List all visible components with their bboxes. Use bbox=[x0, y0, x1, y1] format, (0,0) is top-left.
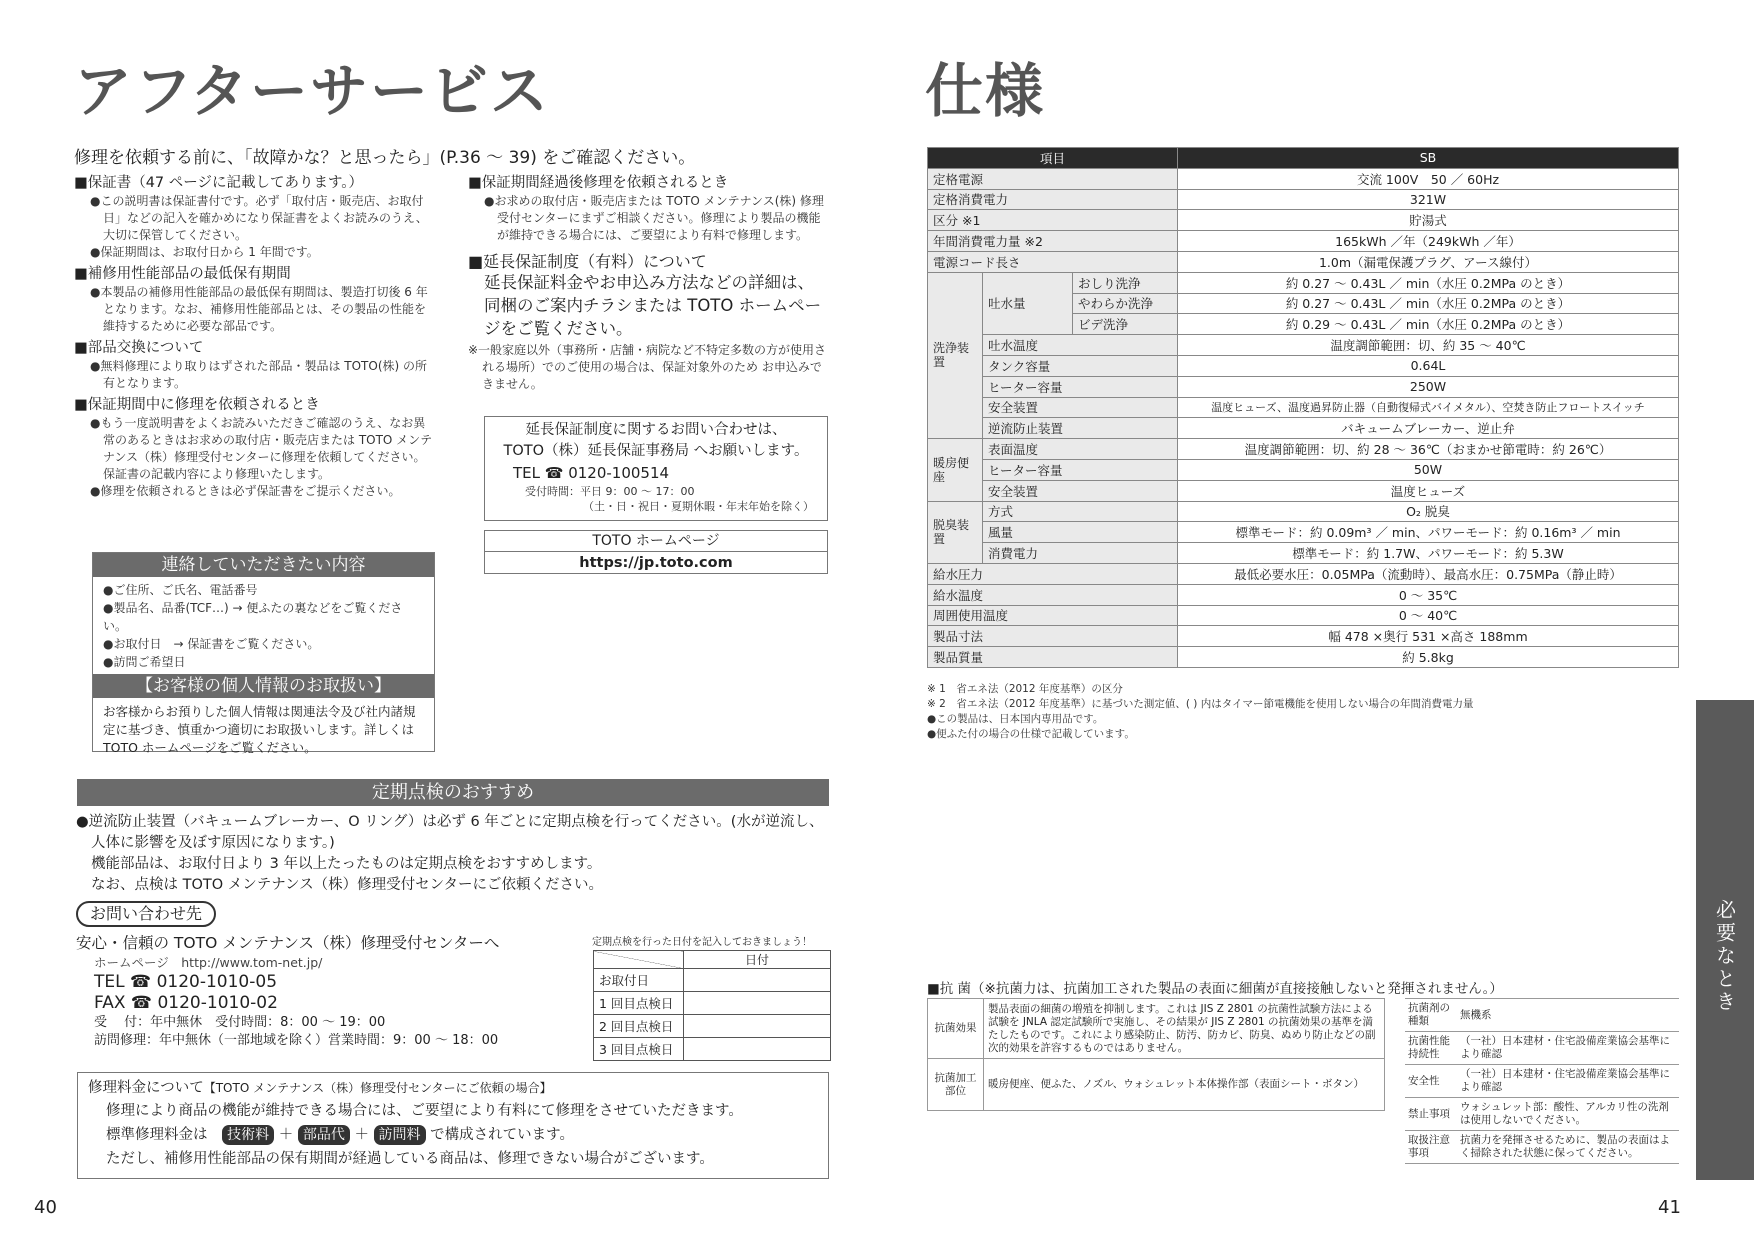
check-date-field[interactable] bbox=[684, 969, 831, 992]
contact-item: ●訪問ご希望日 bbox=[103, 655, 186, 669]
page-title-spec: 仕様 bbox=[925, 57, 1046, 125]
spec-value: 標準モード：約 1.7W、パワーモード：約 5.3W bbox=[1178, 543, 1679, 564]
extended-warranty-text: 延長保証料金やお申込み方法などの詳細は、同梱のご案内チラシまたは TOTO ホームページをご覧ください。 bbox=[484, 273, 822, 338]
anti-label: 安全性 bbox=[1405, 1065, 1457, 1098]
page-title-after-service: アフターサービス bbox=[74, 57, 550, 125]
inquiry-homepage[interactable]: ホームページ http://www.tom-net.jp/ bbox=[94, 955, 323, 970]
check-row-label: お取付日 bbox=[594, 969, 684, 992]
inspection-line-4: なお、点検は TOTO メンテナンス（株）修理受付センターにご依頼ください。 bbox=[91, 877, 604, 893]
spec-label: 風量 bbox=[983, 522, 1178, 543]
check-row-label: 2 回目点検日 bbox=[594, 1015, 684, 1038]
spec-value: 交流 100V 50 ／ 60Hz bbox=[1178, 168, 1679, 189]
privacy-text: お客様からお預りした個人情報は関連法令及び社内諸規定に基づき、慎重かつ適切にお取扱いします。詳しくは TOTO ホームページをご覧ください。 bbox=[103, 704, 416, 755]
section-side-tab[interactable] bbox=[1696, 700, 1754, 1180]
inquiry-fax: FAX ☎ 0120-1010-02 bbox=[94, 993, 278, 1013]
check-table-corner bbox=[594, 951, 684, 969]
spec-value: バキュームブレーカー、逆止弁 bbox=[1178, 418, 1679, 439]
anti-value: 無機系 bbox=[1457, 999, 1679, 1032]
spec-note: ●便ふた付の場合の仕様で記載しています。 bbox=[927, 728, 1135, 740]
extended-warranty-heading: ■延長保証制度（有料）について bbox=[468, 252, 707, 271]
in-warranty-bullet-2: ●修理を依頼されるときは必ず保証書をご提示ください。 bbox=[90, 484, 401, 498]
spec-value: 0.64L bbox=[1178, 355, 1679, 376]
anti-value: 暖房便座、便ふた、ノズル、ウォシュレット本体操作部（表面シート・ボタン） bbox=[984, 1059, 1385, 1111]
contact-item: ●お取付日 → 保証書をご覧ください。 bbox=[103, 637, 320, 651]
spec-label: 定格消費電力 bbox=[928, 189, 1178, 210]
inquiry-center: 安心・信頼の TOTO メンテナンス（株）修理受付センターへ bbox=[76, 934, 500, 952]
spec-label: 定格電源 bbox=[928, 168, 1178, 189]
hp-url-link[interactable]: https://jp.toto.com bbox=[579, 555, 733, 571]
spec-note: ※ 1 省エネ法（2012 年度基準）の区分 bbox=[927, 683, 1123, 695]
ext-tel: TEL ☎ 0120-100514 bbox=[513, 464, 670, 482]
ext-box-line2: TOTO（株）延長保証事務局 へお願いします。 bbox=[503, 443, 809, 459]
check-row-label: 3 回目点検日 bbox=[594, 1038, 684, 1061]
warranty-bullet-2: ●保証期間は、お取付日から 1 年間です。 bbox=[90, 245, 319, 259]
inquiry-tel: TEL ☎ 0120-1010-05 bbox=[94, 972, 278, 992]
spec-label: おしり洗浄 bbox=[1073, 272, 1178, 293]
spec-label: 電源コード長さ bbox=[928, 251, 1178, 272]
antibacterial-detail-table bbox=[1405, 998, 1679, 1164]
fee-pill-parts: 部品代 bbox=[298, 1125, 350, 1145]
fee-plus: ＋ bbox=[278, 1127, 294, 1143]
anti-label: 抗菌加工部位 bbox=[928, 1059, 984, 1111]
side-tab-label: 必要なとき bbox=[1712, 898, 1737, 1014]
spec-label: 表面温度 bbox=[983, 439, 1178, 460]
inquiry-section bbox=[76, 932, 576, 1050]
spec-value: 約 5.8kg bbox=[1178, 647, 1679, 668]
anti-label: 抗菌性能持続性 bbox=[1405, 1032, 1457, 1065]
contact-item: ●製品名、品番(TCF…) → 便ふたの裏などをご覧ください。 bbox=[103, 601, 403, 633]
inquiry-label: お問い合わせ先 bbox=[76, 901, 216, 927]
warranty-bullet-1: ●この説明書は保証書付です。必ず「取付店・販売店、お取付日」などの記入を確かめになり保証書をよくお読みのうえ、大切に保管してください。 bbox=[90, 194, 428, 242]
check-date-field[interactable] bbox=[684, 1038, 831, 1061]
spec-value: 50W bbox=[1178, 459, 1679, 480]
extended-warranty-contact-box bbox=[484, 416, 828, 521]
spec-value: 温度調節範囲：切、約 35 ～ 40℃ bbox=[1178, 335, 1679, 356]
fee-pill-tech: 技術料 bbox=[222, 1125, 274, 1145]
spec-value: 最低必要水圧：0.05MPa（流動時）、最高水圧：0.75MPa（静止時） bbox=[1178, 563, 1679, 584]
spec-label: タンク容量 bbox=[983, 355, 1178, 376]
spec-label: 区分 ※1 bbox=[928, 210, 1178, 231]
spec-note: ※ 2 省エネ法（2012 年度基準）に基づいた測定値、( ) 内はタイマー節電機能を使用しない場合の年間消費電力量 bbox=[927, 698, 1474, 710]
fee-line2-pre: 標準修理料金は bbox=[106, 1127, 208, 1143]
spec-label: 製品寸法 bbox=[928, 626, 1178, 647]
contact-box-header: 連絡していただきたい内容 bbox=[93, 553, 434, 577]
fee-pill-visit: 訪問料 bbox=[374, 1125, 426, 1145]
after-warranty-heading: ■保証期間経過後修理を依頼されるとき bbox=[468, 175, 729, 191]
inspection-line-1: ●逆流防止装置（バキュームブレーカー、O リング）は必ず 6 年ごとに定期点検を行ってください。(水が逆流し、 bbox=[76, 814, 824, 830]
parts-period-bullet: ●本製品の補修用性能部品の最低保有期間は、製造打切後 6 年となります。なお、補修用性能部品とは、その製品の性能を維持するために必要な部品です。 bbox=[90, 285, 428, 333]
privacy-header: 【お客様の個人情報のお取扱い】 bbox=[93, 674, 434, 698]
anti-value: （一社）日本建材・住宅設備産業協会基準により確認 bbox=[1457, 1032, 1679, 1065]
in-warranty-bullet-1: ●もう一度説明書をよくお読みいただきご確認のうえ、なお異常のあるときはお求めの取付店・販売店または TOTO メンテナンス（株）修理受付センターに修理を依頼してください。保証書の記載内容により修理いたします。 bbox=[90, 416, 433, 481]
fee-line-1: 修理により商品の機能が維持できる場合には、ご要望により有料にて修理をさせていただきます。 bbox=[106, 1103, 743, 1119]
check-date-field[interactable] bbox=[684, 1015, 831, 1038]
spec-value: 165kWh ／年（249kWh ／年） bbox=[1178, 231, 1679, 252]
anti-value: 製品表面の細菌の増殖を抑制します。これは JIS Z 2801 の抗菌性試験方法による試験を JNLA 認定試験所で実施し、その結果が JIS Z 2801 の抗菌効果の基準を満たしたものです。これにより感染防止、防汚、防カビ、防臭、ぬめり防止などの副次的効果を許容するものではありません。 bbox=[984, 999, 1385, 1059]
spec-value: 貯湯式 bbox=[1178, 210, 1679, 231]
fee-line2-post: で構成されています。 bbox=[430, 1127, 574, 1143]
page-number-right: 41 bbox=[1658, 1197, 1681, 1218]
spec-value: 温度調節範囲：切、約 28 ～ 36℃（おまかせ節電時：約 26℃） bbox=[1178, 439, 1679, 460]
fee-line-3: ただし、補修用性能部品の保有期間が経過している商品は、修理できない場合がございます。 bbox=[106, 1151, 714, 1167]
anti-label: 禁止事項 bbox=[1405, 1098, 1457, 1131]
spec-label: ビデ洗浄 bbox=[1073, 314, 1178, 335]
spec-value: 標準モード：約 0.09m³ ／ min、パワーモード：約 0.16m³ ／ min bbox=[1178, 522, 1679, 543]
spec-value: 幅 478 ×奥行 531 ×高さ 188mm bbox=[1178, 626, 1679, 647]
inspection-date-table bbox=[593, 950, 831, 1061]
inspection-line-3: 機能部品は、お取付日より 3 年以上たったものは定期点検をおすすめします。 bbox=[91, 856, 602, 872]
spec-value: 約 0.29 ～ 0.43L ／ min（水圧 0.2MPa のとき） bbox=[1178, 314, 1679, 335]
spec-value: 0 ～ 35℃ bbox=[1178, 584, 1679, 605]
spec-label: 製品質量 bbox=[928, 647, 1178, 668]
toto-homepage-box bbox=[484, 530, 828, 574]
parts-period-heading: ■補修用性能部品の最低保有期間 bbox=[74, 266, 291, 282]
check-table-col-date: 日付 bbox=[684, 951, 831, 969]
check-date-field[interactable] bbox=[684, 992, 831, 1015]
fee-line-2 bbox=[88, 1123, 818, 1147]
spec-label: やわらか洗浄 bbox=[1073, 293, 1178, 314]
antibacterial-table bbox=[927, 998, 1385, 1111]
fee-title-sub: 【TOTO メンテナンス（株）修理受付センターにご依頼の場合】 bbox=[203, 1081, 552, 1095]
spec-label: 給水圧力 bbox=[928, 563, 1178, 584]
spec-value: 1.0m（漏電保護プラグ、アース線付） bbox=[1178, 251, 1679, 272]
ext-hours-1: 受付時間：平日 9：00 ～ 17：00 bbox=[525, 485, 695, 498]
spec-head-model: SB bbox=[1178, 148, 1679, 169]
page-number-left: 40 bbox=[34, 1197, 57, 1218]
hp-label: TOTO ホームページ bbox=[485, 531, 827, 552]
spec-group-seat: 暖房便座 bbox=[928, 439, 983, 501]
spec-value: 約 0.27 ～ 0.43L ／ min（水圧 0.2MPa のとき） bbox=[1178, 272, 1679, 293]
anti-label: 取扱注意事項 bbox=[1405, 1131, 1457, 1164]
repair-fee-box bbox=[77, 1072, 829, 1179]
spec-label: 安全装置 bbox=[983, 480, 1178, 501]
spec-label: 年間消費電力量 ※2 bbox=[928, 231, 1178, 252]
inspection-text bbox=[76, 812, 832, 896]
inquiry-hours-1: 受 付：年中無休 受付時間：8：00 ～ 19：00 bbox=[94, 1015, 386, 1030]
fee-plus: ＋ bbox=[354, 1127, 369, 1143]
spec-label: 消費電力 bbox=[983, 543, 1178, 564]
spec-label: ヒーター容量 bbox=[983, 376, 1178, 397]
spec-value: 321W bbox=[1178, 189, 1679, 210]
spec-label: 吐水量 bbox=[983, 272, 1073, 334]
parts-exchange-heading: ■部品交換について bbox=[74, 340, 204, 356]
inquiry-hours-2: 訪問修理：年中無休（一部地域を除く）営業時間：9：00 ～ 18：00 bbox=[94, 1033, 499, 1048]
spec-label: ヒーター容量 bbox=[983, 459, 1178, 480]
spec-group-wash: 洗浄装置 bbox=[928, 272, 983, 438]
inspection-line-2: 人体に影響を及ぼす原因になります。) bbox=[91, 835, 335, 851]
spec-table bbox=[927, 147, 1679, 668]
antibacterial-heading: ■抗 菌（※抗菌力は、抗菌加工された製品の表面に細菌が直接接触しないと発揮されません。） bbox=[927, 981, 1503, 997]
spec-label: 方式 bbox=[983, 501, 1178, 522]
inspection-header: 定期点検のおすすめ bbox=[77, 779, 829, 806]
spec-label: 逆流防止装置 bbox=[983, 418, 1178, 439]
ext-box-line1: 延長保証制度に関するお問い合わせは、 bbox=[525, 422, 787, 438]
check-table-caption: 定期点検を行った日付を記入しておきましょう！ bbox=[592, 937, 812, 948]
anti-value: （一社）日本建材・住宅設備産業協会基準により確認 bbox=[1457, 1065, 1679, 1098]
spec-label: 周囲使用温度 bbox=[928, 605, 1178, 626]
parts-exchange-bullet: ●無料修理により取りはずされた部品・製品は TOTO(株) の所有となります。 bbox=[90, 359, 428, 390]
anti-value: ウォシュレット部：酸性、アルカリ性の洗剤は使用しないでください。 bbox=[1457, 1098, 1679, 1131]
spec-value: 250W bbox=[1178, 376, 1679, 397]
warranty-section bbox=[74, 174, 436, 500]
intro-text: 修理を依頼する前に、「故障かな？と思ったら」(P.36 ～ 39) をご確認ください。 bbox=[74, 148, 696, 168]
spec-label: 安全装置 bbox=[983, 397, 1178, 418]
after-warranty-bullet: ●お求めの取付店・販売店または TOTO メンテナンス(株) 修理受付センターにまずご相談ください。修理により製品の機能が維持できる場合には、ご要望により有料で修理します。 bbox=[484, 194, 824, 242]
check-row-label: 1 回目点検日 bbox=[594, 992, 684, 1015]
ext-hours-2: （土・日・祝日・夏期休暇・年末年始を除く） bbox=[583, 500, 814, 513]
spec-label: 給水温度 bbox=[928, 584, 1178, 605]
spec-head-item: 項目 bbox=[928, 148, 1178, 169]
contact-info-box bbox=[92, 552, 435, 755]
spec-notes bbox=[927, 682, 1687, 742]
contact-item: ●ご住所、ご氏名、電話番号 bbox=[103, 583, 258, 597]
spec-value: 約 0.27 ～ 0.43L ／ min（水圧 0.2MPa のとき） bbox=[1178, 293, 1679, 314]
anti-label: 抗菌剤の種類 bbox=[1405, 999, 1457, 1032]
anti-label: 抗菌効果 bbox=[928, 999, 984, 1059]
spec-value: 0 ～ 40℃ bbox=[1178, 605, 1679, 626]
anti-value: 抗菌力を発揮させるために、製品の表面はよく掃除された状態に保ってください。 bbox=[1457, 1131, 1679, 1164]
spec-value: 温度ヒューズ bbox=[1178, 480, 1679, 501]
spec-value: O₂ 脱臭 bbox=[1178, 501, 1679, 522]
fee-title: 修理料金について bbox=[88, 1080, 204, 1096]
spec-note: ●この製品は、日本国内専用品です。 bbox=[927, 713, 1104, 725]
spec-value: 温度ヒューズ、温度過昇防止器（自動復帰式バイメタル）、空焚き防止フロートスイッチ bbox=[1178, 397, 1679, 418]
after-warranty-section bbox=[468, 174, 830, 393]
warranty-heading: ■保証書（47 ページに記載してあります。） bbox=[74, 175, 364, 191]
extended-warranty-note: ※一般家庭以外（事務所・店舗・病院など不特定多数の方が使用される場所）でのご使用の場合は、保証対象外のため お申込みできません。 bbox=[468, 343, 827, 391]
in-warranty-heading: ■保証期間中に修理を依頼されるとき bbox=[74, 397, 320, 413]
spec-group-deodorize: 脱臭装置 bbox=[928, 501, 983, 563]
spec-label: 吐水温度 bbox=[983, 335, 1178, 356]
